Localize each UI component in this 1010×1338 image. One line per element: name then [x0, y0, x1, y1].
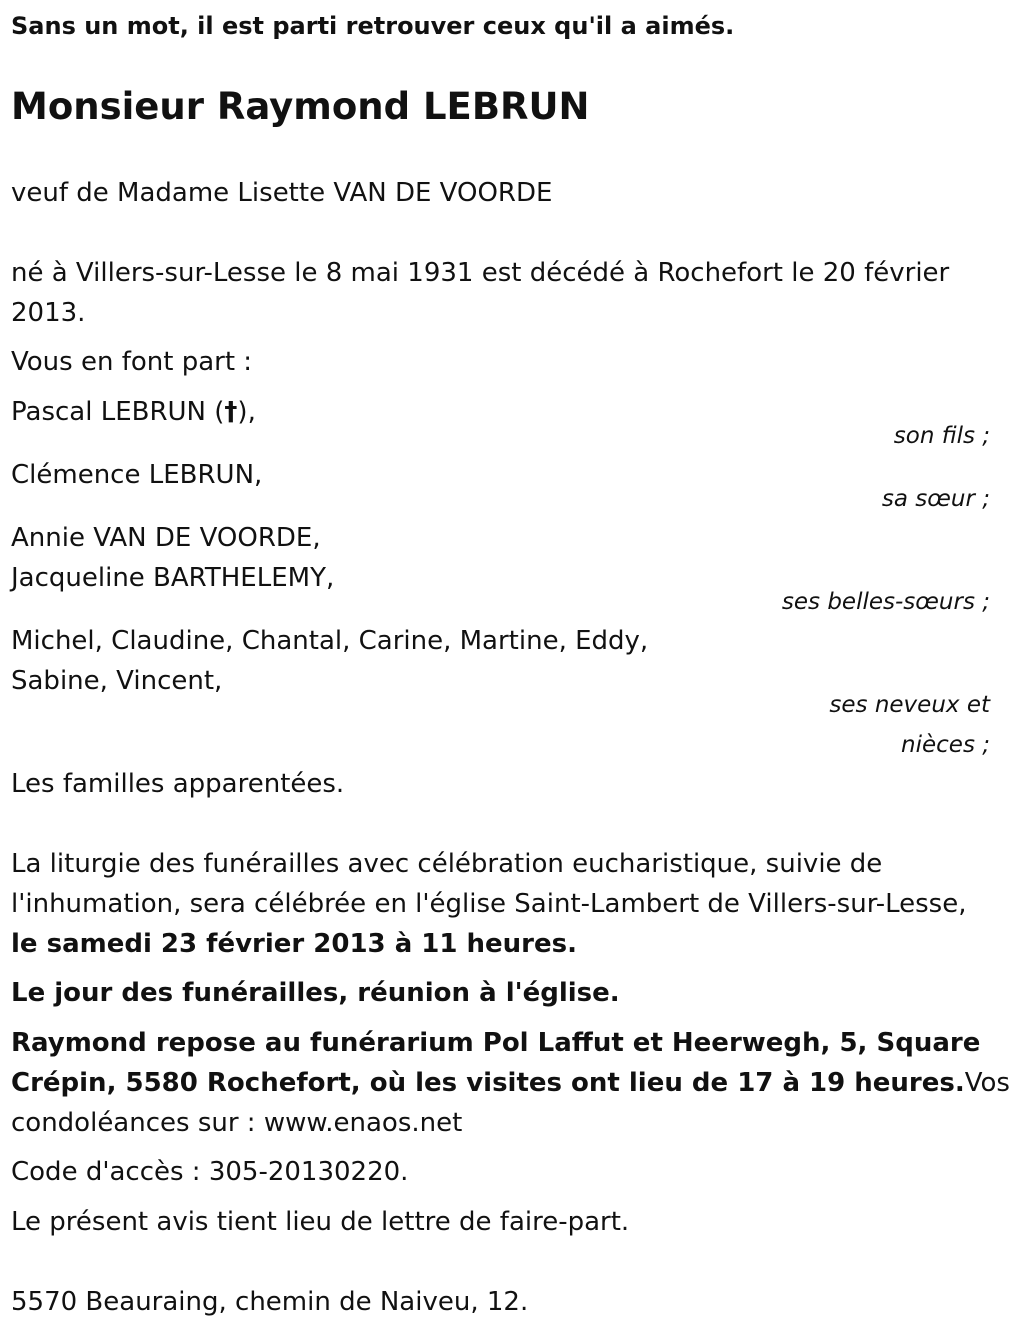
- funeral-home-line-2: [11, 1063, 1010, 1103]
- deceased-name: Monsieur Raymond LEBRUN: [11, 85, 590, 128]
- son-relation: son fils ;: [893, 423, 990, 449]
- funeral-meeting: Le jour des funérailles, réunion à l'église.: [11, 978, 620, 1008]
- epigraph: Sans un mot, il est parti retrouver ceux qu'il a aimés.: [11, 12, 735, 40]
- nephews-relation-1: ses neveux et: [829, 692, 990, 718]
- funeral-home-details: Crépin, 5580 Rochefort, où les visites ont lieu de 17 à 19 heures.: [11, 1068, 965, 1098]
- funeral-line-1: La liturgie des funérailles avec célébration eucharistique, suivie de: [11, 849, 883, 879]
- nephews-relation-2: nièces ;: [901, 732, 990, 758]
- nephews-line-1: Michel, Claudine, Chantal, Carine, Martine, Eddy,: [11, 626, 649, 656]
- sister-name: Clémence LEBRUN,: [11, 460, 263, 490]
- sister-in-law-2: Jacqueline BARTHELEMY,: [11, 563, 335, 593]
- notice-line: Le présent avis tient lieu de lettre de faire-part.: [11, 1207, 630, 1237]
- funeral-date: le samedi 23 février 2013 à 11 heures.: [11, 929, 577, 959]
- related-families: Les familles apparentées.: [11, 769, 345, 799]
- address: 5570 Beauraing, chemin de Naiveu, 12.: [11, 1287, 529, 1317]
- birth-death-line-1: né à Villers-sur-Lesse le 8 mai 1931 est décédé à Rochefort le 20 février: [11, 258, 950, 288]
- son-name-after: ),: [237, 397, 256, 427]
- announce-line: Vous en font part :: [11, 347, 253, 377]
- condolences-start: Vos: [964, 1068, 1010, 1098]
- sister-relation: sa sœur ;: [881, 486, 990, 512]
- nephews-line-2: Sabine, Vincent,: [11, 666, 223, 696]
- sisters-in-law-relation: ses belles-sœurs ;: [781, 589, 990, 615]
- funeral-home-line-1: Raymond repose au funérarium Pol Laffut et Heerwegh, 5, Square: [11, 1028, 981, 1058]
- sister-in-law-1: Annie VAN DE VOORDE,: [11, 523, 321, 553]
- birth-death-line-2: 2013.: [11, 298, 86, 328]
- access-code: Code d'accès : 305-20130220.: [11, 1157, 409, 1187]
- cross-icon: †: [224, 397, 238, 427]
- son-name-before: Pascal LEBRUN (: [11, 397, 225, 427]
- widower-line: veuf de Madame Lisette VAN DE VOORDE: [11, 178, 553, 208]
- funeral-line-2: l'inhumation, sera célébrée en l'église Saint-Lambert de Villers-sur-Lesse,: [11, 889, 967, 919]
- son-name: [11, 392, 990, 432]
- condolences-line: condoléances sur : www.enaos.net: [11, 1108, 463, 1138]
